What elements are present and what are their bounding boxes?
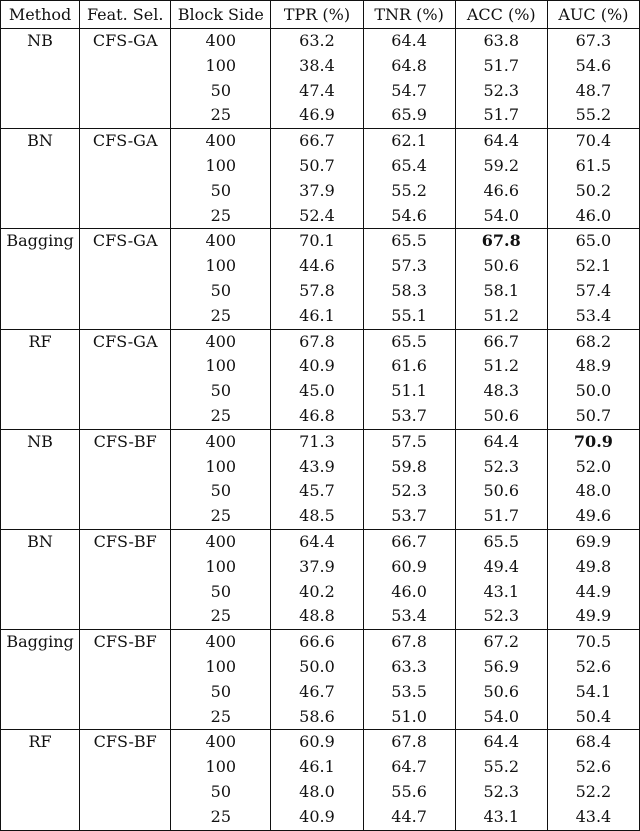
table-row xyxy=(1,129,640,154)
feat-sel-cell: CFS-GA xyxy=(80,229,171,329)
tnr-cell: 65.9 xyxy=(363,103,455,128)
feat-sel-cell: CFS-BF xyxy=(80,730,171,830)
block-side-cell: 400 xyxy=(171,529,271,554)
auc-cell: 50.2 xyxy=(547,179,639,204)
auc-cell: 53.4 xyxy=(547,304,639,329)
auc-cell: 50.4 xyxy=(547,705,639,730)
tnr-cell: 53.7 xyxy=(363,404,455,429)
acc-cell: 51.7 xyxy=(455,54,547,79)
block-side-cell: 25 xyxy=(171,604,271,629)
acc-cell: 54.0 xyxy=(455,204,547,229)
block-side-cell: 25 xyxy=(171,504,271,529)
acc-cell: 48.3 xyxy=(455,379,547,404)
block-side-cell: 50 xyxy=(171,279,271,304)
method-cell: Bagging xyxy=(1,229,80,329)
tnr-cell: 64.7 xyxy=(363,755,455,780)
acc-cell: 50.6 xyxy=(455,404,547,429)
auc-cell: 54.6 xyxy=(547,54,639,79)
acc-cell: 51.2 xyxy=(455,354,547,379)
table-row xyxy=(1,730,640,755)
block-side-cell: 25 xyxy=(171,304,271,329)
auc-cell: 52.0 xyxy=(547,455,639,480)
tpr-cell: 46.1 xyxy=(271,755,363,780)
auc-cell: 49.9 xyxy=(547,604,639,629)
block-side-cell: 50 xyxy=(171,580,271,605)
block-side-cell: 100 xyxy=(171,555,271,580)
block-side-cell: 100 xyxy=(171,354,271,379)
block-side-cell: 100 xyxy=(171,54,271,79)
auc-cell: 52.6 xyxy=(547,755,639,780)
tpr-cell: 44.6 xyxy=(271,254,363,279)
tpr-cell: 66.7 xyxy=(271,129,363,154)
table-row xyxy=(1,429,640,454)
block-side-cell: 400 xyxy=(171,630,271,655)
block-side-cell: 25 xyxy=(171,204,271,229)
acc-cell: 51.7 xyxy=(455,103,547,128)
acc-cell: 66.7 xyxy=(455,329,547,354)
feat-sel-cell: CFS-GA xyxy=(80,129,171,229)
acc-cell: 52.3 xyxy=(455,79,547,104)
block-side-cell: 400 xyxy=(171,730,271,755)
method-cell: NB xyxy=(1,429,80,529)
block-side-cell: 100 xyxy=(171,655,271,680)
acc-cell: 46.6 xyxy=(455,179,547,204)
tpr-cell: 48.0 xyxy=(271,780,363,805)
table-row xyxy=(1,229,640,254)
method-cell: BN xyxy=(1,129,80,229)
block-side-cell: 50 xyxy=(171,479,271,504)
tnr-cell: 55.2 xyxy=(363,179,455,204)
feat-sel-cell: CFS-BF xyxy=(80,630,171,730)
block-side-cell: 400 xyxy=(171,229,271,254)
auc-cell: 68.2 xyxy=(547,329,639,354)
tpr-cell: 58.6 xyxy=(271,705,363,730)
auc-cell: 52.2 xyxy=(547,780,639,805)
table-row xyxy=(1,29,640,54)
acc-cell: 51.7 xyxy=(455,504,547,529)
auc-cell: 52.1 xyxy=(547,254,639,279)
acc-cell: 52.3 xyxy=(455,604,547,629)
block-side-cell: 25 xyxy=(171,404,271,429)
acc-cell: 64.4 xyxy=(455,429,547,454)
auc-cell: 70.9 xyxy=(547,429,639,454)
header-tpr: TPR (%) xyxy=(271,1,363,29)
acc-cell: 54.0 xyxy=(455,705,547,730)
block-side-cell: 50 xyxy=(171,780,271,805)
tpr-cell: 40.9 xyxy=(271,354,363,379)
tnr-cell: 59.8 xyxy=(363,455,455,480)
method-cell: Bagging xyxy=(1,630,80,730)
auc-cell: 52.6 xyxy=(547,655,639,680)
acc-cell: 50.6 xyxy=(455,680,547,705)
tpr-cell: 71.3 xyxy=(271,429,363,454)
tpr-cell: 45.0 xyxy=(271,379,363,404)
block-side-cell: 25 xyxy=(171,805,271,830)
auc-cell: 44.9 xyxy=(547,580,639,605)
tpr-cell: 43.9 xyxy=(271,455,363,480)
auc-cell: 50.7 xyxy=(547,404,639,429)
tpr-cell: 50.0 xyxy=(271,655,363,680)
acc-cell: 64.4 xyxy=(455,129,547,154)
tnr-cell: 57.5 xyxy=(363,429,455,454)
header-tnr: TNR (%) xyxy=(363,1,455,29)
auc-cell: 61.5 xyxy=(547,154,639,179)
method-cell: NB xyxy=(1,29,80,129)
tpr-cell: 66.6 xyxy=(271,630,363,655)
block-side-cell: 100 xyxy=(171,154,271,179)
tnr-cell: 52.3 xyxy=(363,479,455,504)
block-side-cell: 400 xyxy=(171,29,271,54)
acc-cell: 58.1 xyxy=(455,279,547,304)
tpr-cell: 63.2 xyxy=(271,29,363,54)
tpr-cell: 57.8 xyxy=(271,279,363,304)
acc-cell: 65.5 xyxy=(455,529,547,554)
acc-cell: 50.6 xyxy=(455,254,547,279)
tnr-cell: 51.1 xyxy=(363,379,455,404)
tpr-cell: 52.4 xyxy=(271,204,363,229)
method-cell: RF xyxy=(1,329,80,429)
auc-cell: 65.0 xyxy=(547,229,639,254)
tnr-cell: 62.1 xyxy=(363,129,455,154)
tnr-cell: 51.0 xyxy=(363,705,455,730)
tnr-cell: 65.5 xyxy=(363,229,455,254)
acc-cell: 67.8 xyxy=(455,229,547,254)
auc-cell: 48.9 xyxy=(547,354,639,379)
auc-cell: 48.0 xyxy=(547,479,639,504)
header-row xyxy=(1,1,640,29)
header-method: Method xyxy=(1,1,80,29)
method-cell: BN xyxy=(1,529,80,629)
acc-cell: 63.8 xyxy=(455,29,547,54)
auc-cell: 49.6 xyxy=(547,504,639,529)
tnr-cell: 61.6 xyxy=(363,354,455,379)
tnr-cell: 65.4 xyxy=(363,154,455,179)
block-side-cell: 400 xyxy=(171,429,271,454)
tpr-cell: 45.7 xyxy=(271,479,363,504)
feat-sel-cell: CFS-GA xyxy=(80,329,171,429)
acc-cell: 52.3 xyxy=(455,455,547,480)
tnr-cell: 57.3 xyxy=(363,254,455,279)
tnr-cell: 64.8 xyxy=(363,54,455,79)
auc-cell: 43.4 xyxy=(547,805,639,830)
tnr-cell: 66.7 xyxy=(363,529,455,554)
acc-cell: 56.9 xyxy=(455,655,547,680)
auc-cell: 69.9 xyxy=(547,529,639,554)
acc-cell: 43.1 xyxy=(455,805,547,830)
tpr-cell: 48.5 xyxy=(271,504,363,529)
acc-cell: 55.2 xyxy=(455,755,547,780)
tnr-cell: 65.5 xyxy=(363,329,455,354)
tnr-cell: 44.7 xyxy=(363,805,455,830)
tnr-cell: 64.4 xyxy=(363,29,455,54)
table-body xyxy=(1,29,640,831)
tpr-cell: 50.7 xyxy=(271,154,363,179)
tpr-cell: 37.9 xyxy=(271,555,363,580)
tnr-cell: 60.9 xyxy=(363,555,455,580)
auc-cell: 46.0 xyxy=(547,204,639,229)
table-row xyxy=(1,630,640,655)
tpr-cell: 48.8 xyxy=(271,604,363,629)
tpr-cell: 40.2 xyxy=(271,580,363,605)
acc-cell: 52.3 xyxy=(455,780,547,805)
table-row xyxy=(1,329,640,354)
tpr-cell: 38.4 xyxy=(271,54,363,79)
block-side-cell: 100 xyxy=(171,755,271,780)
header-block-side: Block Side xyxy=(171,1,271,29)
tnr-cell: 67.8 xyxy=(363,630,455,655)
tnr-cell: 55.1 xyxy=(363,304,455,329)
acc-cell: 51.2 xyxy=(455,304,547,329)
tnr-cell: 46.0 xyxy=(363,580,455,605)
block-side-cell: 50 xyxy=(171,179,271,204)
tpr-cell: 46.9 xyxy=(271,103,363,128)
auc-cell: 67.3 xyxy=(547,29,639,54)
auc-cell: 49.8 xyxy=(547,555,639,580)
acc-cell: 64.4 xyxy=(455,730,547,755)
auc-cell: 48.7 xyxy=(547,79,639,104)
tpr-cell: 60.9 xyxy=(271,730,363,755)
tnr-cell: 54.6 xyxy=(363,204,455,229)
block-side-cell: 400 xyxy=(171,129,271,154)
tpr-cell: 46.8 xyxy=(271,404,363,429)
tpr-cell: 46.7 xyxy=(271,680,363,705)
tpr-cell: 70.1 xyxy=(271,229,363,254)
method-cell: RF xyxy=(1,730,80,830)
block-side-cell: 25 xyxy=(171,705,271,730)
header-auc: AUC (%) xyxy=(547,1,639,29)
auc-cell: 68.4 xyxy=(547,730,639,755)
block-side-cell: 400 xyxy=(171,329,271,354)
acc-cell: 67.2 xyxy=(455,630,547,655)
tnr-cell: 53.4 xyxy=(363,604,455,629)
header-feat-sel: Feat. Sel. xyxy=(80,1,171,29)
tnr-cell: 63.3 xyxy=(363,655,455,680)
tnr-cell: 54.7 xyxy=(363,79,455,104)
acc-cell: 59.2 xyxy=(455,154,547,179)
tpr-cell: 46.1 xyxy=(271,304,363,329)
tnr-cell: 55.6 xyxy=(363,780,455,805)
block-side-cell: 25 xyxy=(171,103,271,128)
acc-cell: 49.4 xyxy=(455,555,547,580)
tpr-cell: 40.9 xyxy=(271,805,363,830)
table-row xyxy=(1,529,640,554)
tnr-cell: 58.3 xyxy=(363,279,455,304)
tpr-cell: 47.4 xyxy=(271,79,363,104)
auc-cell: 70.5 xyxy=(547,630,639,655)
tnr-cell: 53.5 xyxy=(363,680,455,705)
acc-cell: 50.6 xyxy=(455,479,547,504)
header-acc: ACC (%) xyxy=(455,1,547,29)
feat-sel-cell: CFS-BF xyxy=(80,429,171,529)
acc-cell: 43.1 xyxy=(455,580,547,605)
tpr-cell: 67.8 xyxy=(271,329,363,354)
auc-cell: 57.4 xyxy=(547,279,639,304)
auc-cell: 70.4 xyxy=(547,129,639,154)
auc-cell: 55.2 xyxy=(547,103,639,128)
feat-sel-cell: CFS-BF xyxy=(80,529,171,629)
tnr-cell: 53.7 xyxy=(363,504,455,529)
block-side-cell: 50 xyxy=(171,680,271,705)
tpr-cell: 37.9 xyxy=(271,179,363,204)
tnr-cell: 67.8 xyxy=(363,730,455,755)
auc-cell: 50.0 xyxy=(547,379,639,404)
block-side-cell: 50 xyxy=(171,379,271,404)
tpr-cell: 64.4 xyxy=(271,529,363,554)
block-side-cell: 100 xyxy=(171,254,271,279)
feat-sel-cell: CFS-GA xyxy=(80,29,171,129)
block-side-cell: 50 xyxy=(171,79,271,104)
block-side-cell: 100 xyxy=(171,455,271,480)
auc-cell: 54.1 xyxy=(547,680,639,705)
